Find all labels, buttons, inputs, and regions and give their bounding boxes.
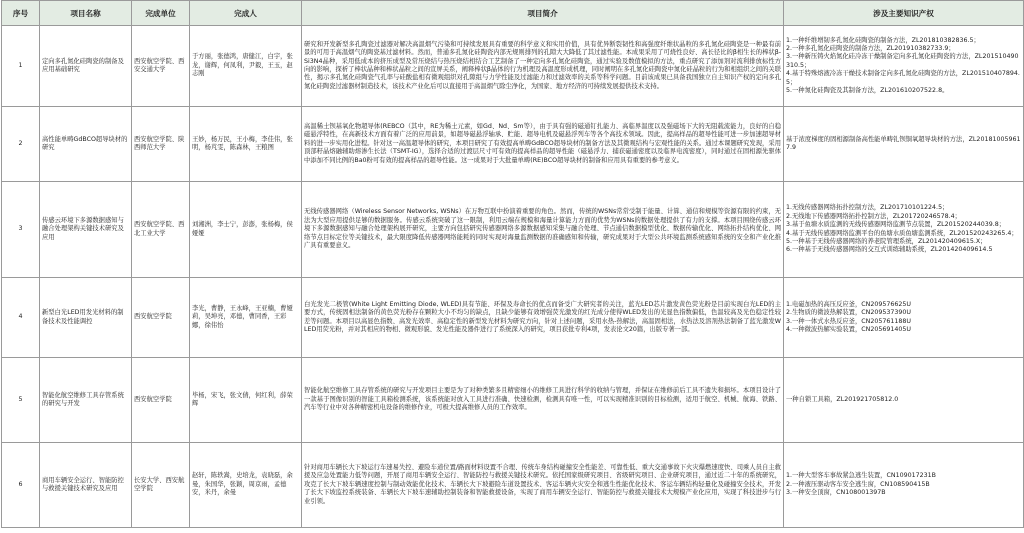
ip-item: 2.生物质的微波热解装置，CN209537390U: [786, 309, 912, 317]
completing-unit: 西安航空学院、西安交通大学: [132, 26, 190, 107]
row-index: 1: [2, 26, 40, 107]
ip-item: 1.一种大型客车事故紧急逃生装置，CN109017231B: [786, 472, 936, 480]
ip-list: [784, 358, 1024, 443]
ip-item: 2.一种多孔氮化硅陶瓷的制备方法，ZL201910382733.9；: [786, 44, 955, 52]
header-project-name: 项目名称: [40, 1, 132, 26]
ip-item: 3.基于鱼塘水质监测的无线传感器网络监测节点装置，ZL201520244039.8；: [786, 221, 1006, 229]
ip-item: 1.一种纤维增韧多孔氮化硅陶瓷的制备方法，ZL201810382836.5；: [786, 36, 980, 44]
project-intro: 无线传感器网络（Wireless Sensor Networks, WSNs）在万物互联中扮演着重要的角色。然而，传统的WSNs常常受制于能量、计算、通信和规模等资源有限的约束，无法为大型应用提供足够的数据服务。传感云系统突破了这一限制，利用云端在规模和海量计算能力方面的优势为WSNs的数据处理提供了有力的支撑。本项目围绕传感云环境下多源数据感知与融合处理架构展开研究，主要方向包括研究传感器网络多源数据感知采集与融合处理、节点通信数据模型优化、数据传输优化、网络拓扑结构优化、网络节点目标定位等关键技术，最大限度降低传感器网络能耗的同时实现对海量监测数据的准确感知和传输，研究成果对于大型公共环境监测系统感知系统的安全和产业化推广具有重要意义。: [302, 182, 784, 278]
completing-people: 毕杨，宋飞，张文倩，何红利，薛荣辉: [190, 358, 302, 443]
project-name: 定向多孔氮化硅陶瓷的制备及应用基础研究: [40, 26, 132, 107]
project-name: 传感云环境下多源数据感知与融合处理架构关键技术研究及应用: [40, 182, 132, 278]
ip-item: 一种自锁工具箱，ZL201921705812.0: [786, 395, 899, 403]
project-name: 新型白光LED用发光材料的制备技术及性能调控: [40, 278, 132, 358]
completing-people: 李光，曹静，王永峰，王亚楠，曹娅莉，吴坤亮，邓德，曹同香，王彩娜，徐伟怡: [190, 278, 302, 358]
row-index: 3: [2, 182, 40, 278]
ip-item: 5.一种基于无线传感器网络的养老院管理系统，ZL201420409615.X；: [786, 237, 987, 245]
completing-people: 赵轩，陈轶嵩，史培龙，袁晓磊，余曼，朱国华，张颖，周京雨，孟德安，米丹，余曼: [190, 443, 302, 528]
ip-item: 2.无线地下传感器网络拓扑控制方法，ZL201720246578.4；: [786, 212, 961, 220]
completing-unit: 西安航空学院: [132, 358, 190, 443]
ip-list: [784, 278, 1024, 358]
ip-list: [784, 443, 1024, 528]
row-index: 2: [2, 107, 40, 182]
table-header-row: [2, 1, 1024, 26]
ip-list: [784, 26, 1024, 107]
table-row: [2, 443, 1024, 528]
completing-unit: 西安航空学院、陕西师范大学: [132, 107, 190, 182]
table-row: [2, 107, 1024, 182]
ip-item: 4.基于无线传感器网络监测平台的鱼塘水质鱼塘监测系统，ZL201520243265.4；: [786, 229, 1018, 237]
header-intro: 项目简介: [302, 1, 784, 26]
project-name: 商用车辆安全运行、智能防控与救援关键技术研究及应用: [40, 443, 132, 528]
ip-item: 基于浓度梯度的固相源制备高性能单畴钆钡铜氧超导块材的方法，ZL201810059617.9: [786, 135, 1021, 151]
project-intro: 研究和开发新型多孔陶瓷过滤器对解决高温烟气污染和可持续发展具有重要的科学意义和实用价值，具有优异断裂韧性和高强度纤维状晶粒的多孔氮化硅陶瓷是一种最有前景的可用于高温烟气的陶瓷基过滤材料。然而，普通多孔氮化硅陶瓷内部无规则排列的孔隙大大降低了其过滤性能。本成果采用了可烧性良好、高长径比的β相生长的棒状β-Si3N4晶种，采用低成本的挤压成型及常压烧结与热压烧结相结合工艺制备了一种定向多孔氮化硅陶瓷，通过实验及数值模拟的方法，重点研究了添加剂对流利排放标性方向的影响，探析了棒状晶种和棒状晶粒之间的宣屏关系，阐释棒状β晶体的行为机理及高温度形成机理，同时阐明在多孔氮化硅陶瓷中氮化硅晶粒的行为和相组织之间的关联性，揭示多孔氮化硅陶瓷气孔率与硅酸盐相有微观组织对孔隙组与力学性能及过滤能力和过滤效率的关系等科学问题。目前该成果已具备我国独立自主知识产权的定向多孔氮化硅陶瓷过滤器材制造技术，该技术产业化后可以直接用于高温烟气除尘净化，为国家、地方经济的可持续发展提供技术支持。: [302, 26, 784, 107]
ip-item: 3.一种新压铸火焰氮化硅冷冻干燥制备定向多孔氮化硅陶瓷的方法，ZL201510490310.5；: [786, 53, 1019, 69]
project-intro: 针对商用车辆长大下坡运行车速易失控、避险车道位置/路面材料设置不合理、传统车身结构碰撞安全性能差、可靠性低、重大交通事故下火灾爆燃速度快、司乘人员自主救援及应急处置能力低等问题，开展了商用车辆安全运行、智能防控与救援关键技术研究。依托国家级研究项目、省级研究项目、企业研究项目，通过近二十年的系统研究，攻克了长大下坡车辆速度控制与制动效能优化技术、车辆长大下坡避险车道设置技术、客运车辆火灾安全和逃生性能优化技术、客运车辆结构轻量化及碰撞安全技术，开发了长大下坡监控系统装备、车辆长大下坡车速辅助控制装备和智能救援设备，实现了商用车辆安全运行、智能防控与救援关键技术大规模产业化应用，实现了科技进步与行业引领。: [302, 443, 784, 528]
row-index: 5: [2, 358, 40, 443]
project-table: [1, 0, 1024, 528]
ip-item: 5.一种氮化硅陶瓷及其制备方法，ZL201610207522.8。: [786, 87, 949, 95]
ip-item: 4.基于特殊熔液冷冻干燥技术制备定向多孔氮化硅陶瓷的方法，ZL201510407894.5；: [786, 70, 1020, 86]
table-row: [2, 278, 1024, 358]
completing-unit: 长安大学、西安航空学院: [132, 443, 190, 528]
ip-item: 3.一种一体式水热反应釜，CN205761188U: [786, 317, 912, 325]
project-intro: 白光发光二极管(White Light Emitting Diode, WLED)具有节能、环保及寿命长的优点而备受广大研究者的关注，蓝光LED芯片激发黄色荧光粉是目前实现白光LED的主要方式，传统固相法制备的黄色荧光粉存在颗粒大小不均匀的缺点，且缺少能够有效增强荧光激发的红光成分使得WLED发出的光显色指数偏低，色温较高及光色稳定性较差等问题。本项目以高显色指数、高发光效率、高稳定性的新型发光材料为研究方向，针对上述问题，采用水热-热解法，高温固相法，水热法及溶剂热法制备了蓝光激发WLED用荧光粉，并对其相应的物相、微观形貌、发光性能及器件进行了系统深入的研究，项目获批专利4项，发表论文20篇，出版专著一部。: [302, 278, 784, 358]
ip-list: [784, 107, 1024, 182]
row-index: 4: [2, 278, 40, 358]
header-unit: 完成单位: [132, 1, 190, 26]
project-name: 高性能单畴GdBCO超导块材的研究: [40, 107, 132, 182]
completing-people: 于方丽，张德鸿，唐健江，白宇，张龙，谢辉，何凤利，尹毅，王玉，赵志刚: [190, 26, 302, 107]
table-row: [2, 26, 1024, 107]
header-ip: 涉及主要知识产权: [784, 1, 1024, 26]
completing-unit: 西安航空学院: [132, 278, 190, 358]
ip-item: 1.电磁加热的高压反应釜，CN209576625U: [786, 300, 912, 308]
ip-item: 2.一种液压驱动客车安全逃生窗，CN108590415B: [786, 480, 930, 488]
project-name: 智能化航空维修工具存管系统的研究与开发: [40, 358, 132, 443]
ip-item: 6.一种基于无线传感器网络的交互式训练辅助系统，ZL201420409614.5: [786, 246, 993, 254]
table-row: [2, 358, 1024, 443]
ip-item: 1.无线传感器网络拓扑控制方法，ZL201710101224.5；: [786, 204, 949, 212]
project-intro: 智能化航空维修工具存管系统的研究与开发项目主要是为了对种类繁多且精密细小的维修工具进行科学的收纳与管理，并保证在维修前后工具不遗失和损坏。本项目设计了一款基于图像识别的智能工具箱检测系统，该系统能对放入工具进行准确、快速检测，检测具有唯一性，可以实现精准识别的目标检测，适用于航空、机械、航海、铁路、汽车等行业中对各种精密机电设备的维修作业，可极大提高维修人员的工作效率。: [302, 358, 784, 443]
ip-item: 3.一种安全顶窗，CN108001397B: [786, 489, 886, 497]
table-row: [2, 182, 1024, 278]
header-people: 完成人: [190, 1, 302, 26]
ip-list: [784, 182, 1024, 278]
row-index: 6: [2, 443, 40, 528]
project-intro: 高温稀土钡基氧化物超导体(REBCO（其中，RE为稀土元素，如Gd、Nd、Sm等），由于具有强的磁通钉扎能力、高临界温度以及强磁场下大的无阻载流能力，良好的自稳磁悬浮特性，在高新技术方面有着广泛的应用前景，如超导磁悬浮轴承、贮能、超导电机及磁悬浮列车等各个高技术领域。因此，提高样品的超导性能可进一步加速超导材料的进一步实用化进程。针对这一高温超导体的研究，本项目研究了有效提高单畴GdBCO超导块材的制备方法及其微观结构与宏观性能的关系。通过本课题研究发现，采用顶部籽晶熔融辅助熔渗生长法（TSMT-IG），选择合适的过渡层尺寸可有效的提高样品的超导性能（磁悬浮力、捕获磁通密度以及临界电流密度），同时通过在固相源先驱体中添加不同比例的Ba0粉可有效的提高样品的超导性能。这一成果对于大批量单畴(RE)BCO超导块材的制备和应用具有重要的参考意义。: [302, 107, 784, 182]
completing-people: 王妙，杨万民，王小梅，李佳伟，张明，杨芃雯，陈森林，王粮图: [190, 107, 302, 182]
ip-item: 4.一种微波热解实验装置，CN205691405U: [786, 325, 912, 333]
completing-unit: 西安航空学院、西北工业大学: [132, 182, 190, 278]
completing-people: 刘湘洲，李士宁，彭澎，张杨梅，侯娅娅: [190, 182, 302, 278]
header-index: 序号: [2, 1, 40, 26]
